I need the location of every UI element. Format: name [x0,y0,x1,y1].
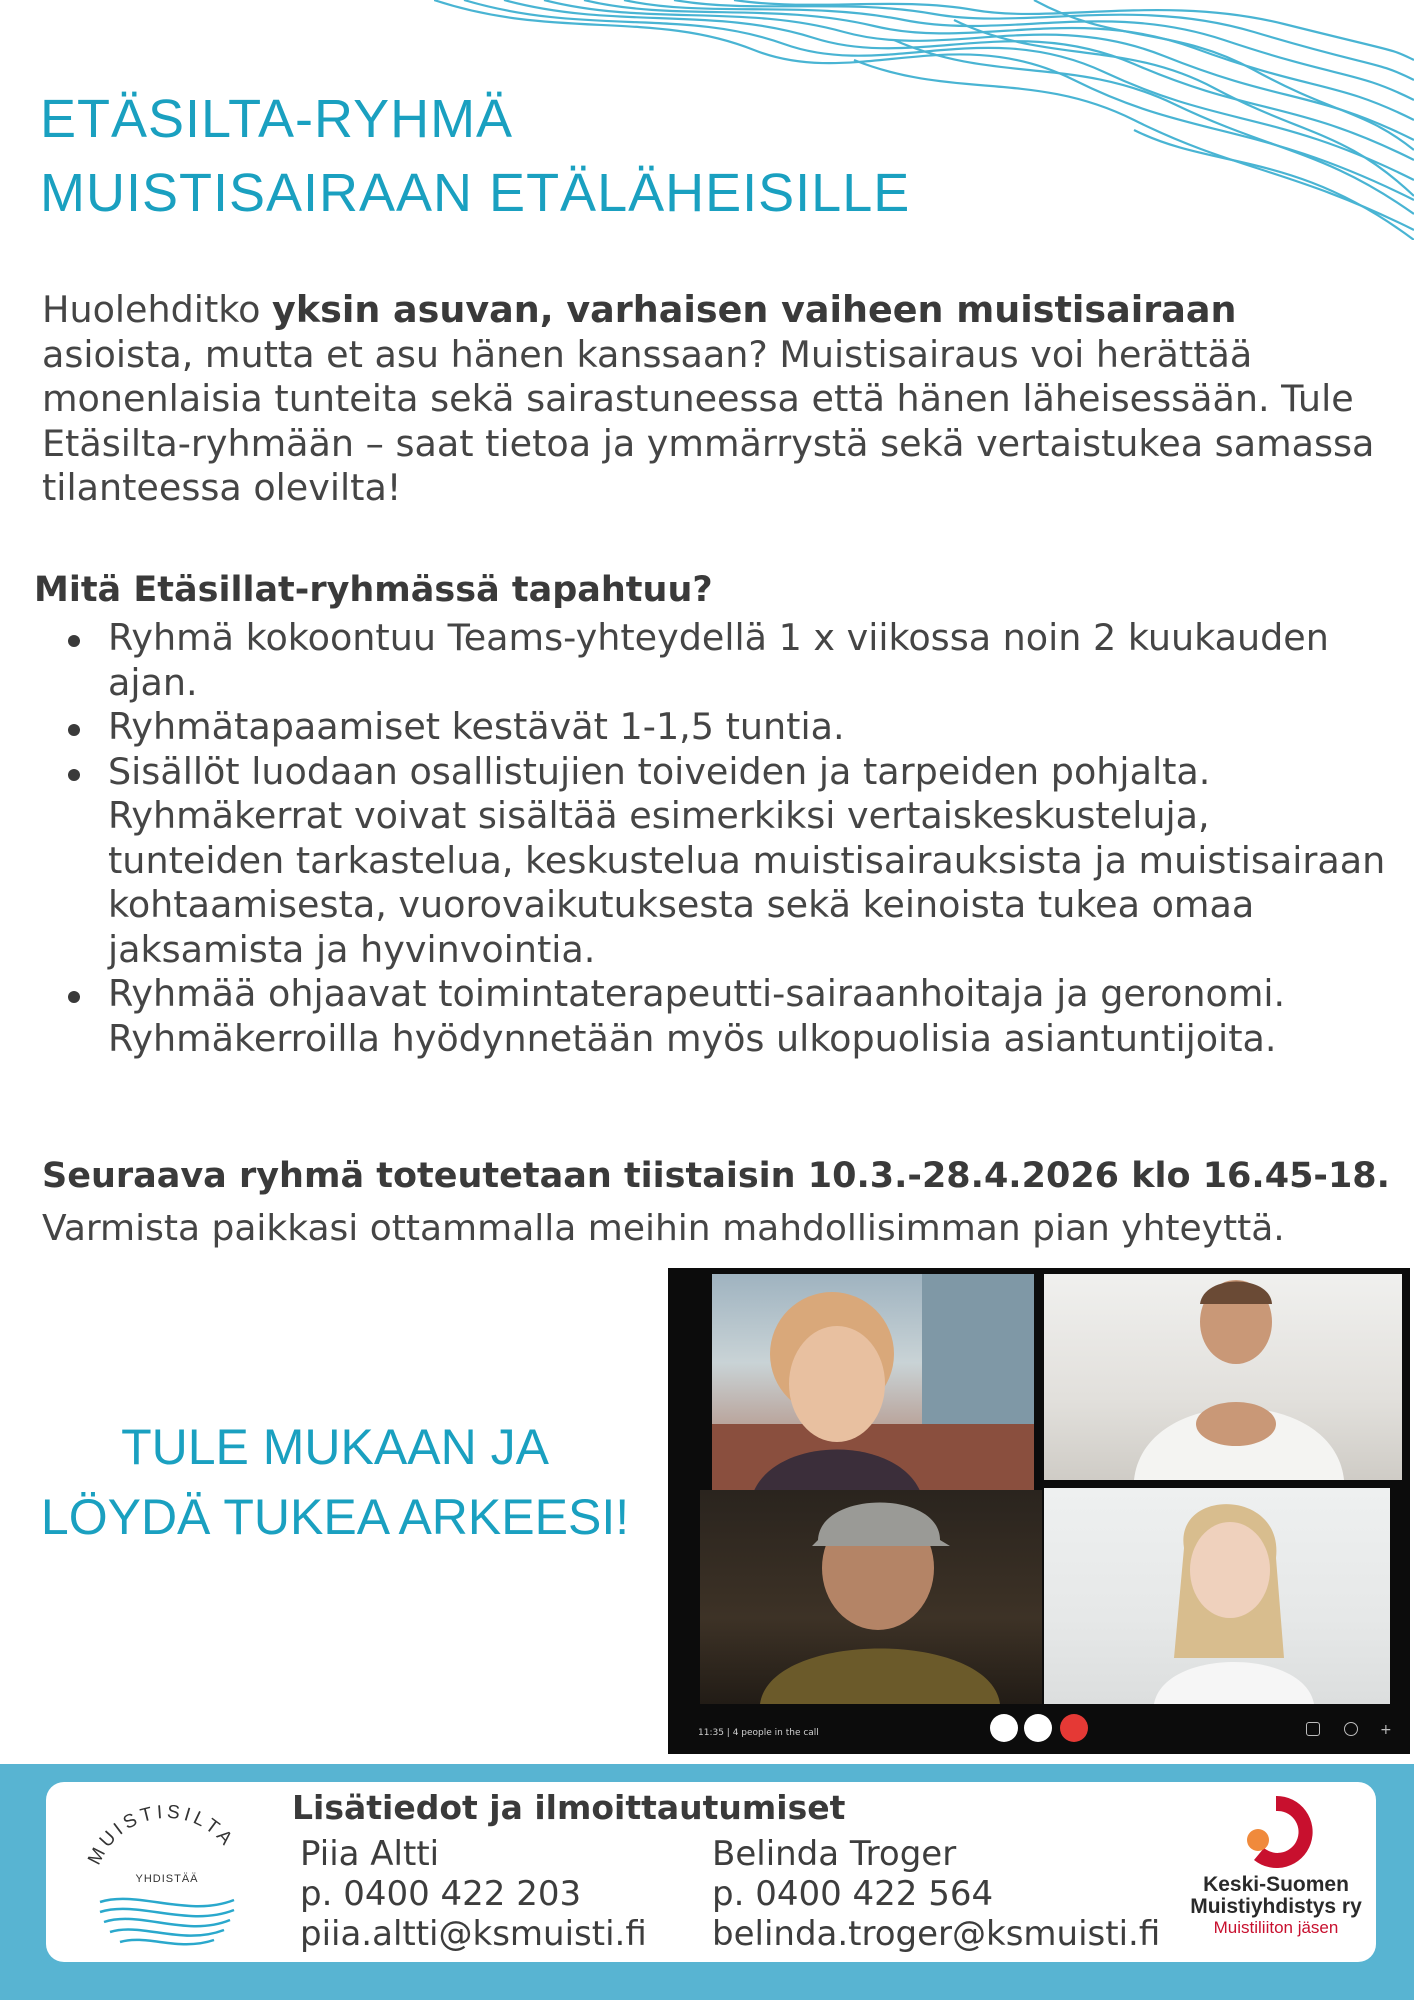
screenshot-icon [1306,1722,1320,1736]
heart-icon [1344,1722,1358,1736]
title-line-1: ETÄSILTA-RYHMÄ [40,89,514,149]
participant-tile-older-woman [712,1274,1034,1496]
contact-belinda [712,1834,1160,1954]
logo-left-name: MUISTISILTA [84,1801,239,1869]
next-group-schedule: Seuraava ryhmä toteutetaan tiistaisin 10.3.-28.4.2026 klo 16.45-18. [42,1156,1390,1196]
plus-icon: + [1380,1722,1392,1738]
cta-line-1: TULE MUKAAN JA [121,1419,549,1475]
contact-email: piia.altti@ksmuisti.fi [300,1914,647,1954]
svg-text:MUISTISILTA [84,1802,239,1869]
contact-email: belinda.troger@ksmuisti.fi [712,1914,1161,1954]
bullet-item: Ryhmä kokoontuu Teams-yhteydellä 1 x viikossa noin 2 kuukauden ajan. [54,616,1394,705]
older-woman-icon [712,1274,1034,1496]
intro-text-end: asioista, mutta et asu hänen kanssaan? Muistisairaus voi herättää monenlaisia tunteita sekä sairastuneessa että hänen läheisessään. Tule Etäsilta-ryhmään – saat tietoa ja ymmärrystä sekä vertaistukea samassa tilanteessa olevilta! [42,332,1375,509]
contact-name: Piia Altti [300,1834,440,1874]
young-woman-icon [1044,1488,1390,1704]
info-title: Lisätiedot ja ilmoittautumiset [292,1788,846,1827]
end-call-icon [1060,1714,1088,1742]
org-name-line-2: Muistiyhdistys ry [1190,1895,1362,1918]
contact-phone: p. 0400 422 564 [712,1874,994,1914]
bullet-item: Ryhmätapaamiset kestävät 1-1,5 tuntia. [54,705,1394,750]
section-heading: Mitä Etäsillat-ryhmässä tapahtuu? [34,570,713,610]
call-to-action [0,1412,670,1552]
participant-tile-young-man [1044,1274,1402,1480]
intro-paragraph [42,288,1392,511]
muistisilta-logo-icon [78,1782,256,1960]
bullet-list [54,616,1394,1061]
young-man-icon [1044,1274,1402,1480]
video-call-image [668,1268,1410,1754]
man-with-cap-icon [700,1490,1042,1704]
microphone-icon [990,1714,1018,1742]
participant-tile-man-with-cap [700,1490,1042,1704]
video-call-toolbar [668,1710,1410,1754]
contact-piia [300,1834,647,1954]
camera-icon [1024,1714,1052,1742]
contact-phone: p. 0400 422 203 [300,1874,582,1914]
call-status-text: 11:35 | 4 people in the call [698,1728,819,1738]
org-membership: Muistiliiton jäsen [1213,1918,1339,1937]
keski-suomen-muistiyhdistys-logo [1186,1790,1366,1960]
cta-line-2: LÖYDÄ TUKEA ARKEESI! [40,1489,630,1545]
reserve-note: Varmista paikkasi ottammalla meihin mahdollisimman pian yhteyttä. [42,1208,1285,1249]
logo-left-tagline: YHDISTÄÄ [135,1873,199,1885]
contact-name: Belinda Troger [712,1834,957,1874]
bullet-item: Ryhmää ohjaavat toimintaterapeutti-sairaanhoitaja ja geronomi. Ryhmäkerroilla hyödynnetään myös ulkopuolisia asiantuntijoita. [54,972,1394,1061]
intro-text-start: Huolehditko [42,288,273,331]
page-title [40,82,910,230]
org-name-line-1: Keski-Suomen [1203,1873,1349,1896]
intro-text-bold: yksin asuvan, varhaisen vaiheen muistisairaan [272,288,1237,331]
title-line-2: MUISTISAIRAAN ETÄLÄHEISILLE [40,163,911,223]
bullet-item: Sisällöt luodaan osallistujien toiveiden ja tarpeiden pohjalta. Ryhmäkerrat voivat sisältää esimerkiksi vertaiskeskusteluja, tunteiden tarkastelua, keskustelua muistisairauksista ja muistisairaan kohtaamisesta, vuorovaikutuksesta sekä keinoista tukea omaa jaksamista ja hyvinvointia. [54,750,1394,973]
muistiliitto-logo-icon [1234,1790,1318,1874]
participant-tile-young-woman [1044,1488,1390,1704]
